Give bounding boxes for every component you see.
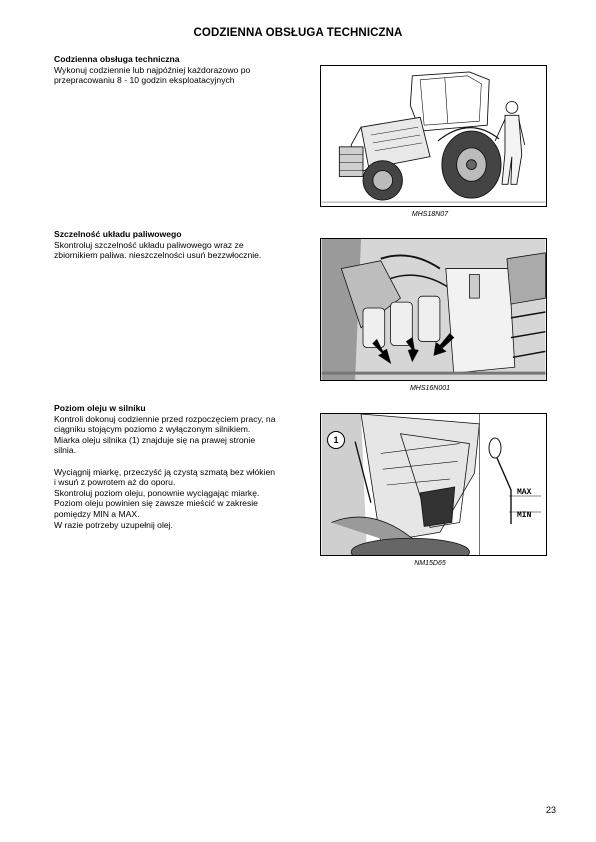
section-body: Skontroluj szczelność układu paliwowego wraz ze zbiornikiem paliwa. nieszczelności usuń bezzwłocznie.: [54, 239, 262, 261]
engine-oil-dipstick-illustration: [320, 413, 547, 556]
max-label: MAX: [517, 488, 532, 497]
section-engine-oil: [54, 403, 312, 530]
callout-marker: 1: [327, 431, 345, 449]
figure-caption: NM15D65: [414, 560, 446, 567]
section-heading: Poziom oleju w silniku: [54, 403, 146, 413]
page-title: CODZIENNA OBSŁUGA TECHNICZNA: [193, 27, 403, 39]
page-number: 23: [546, 805, 557, 815]
section-heading: Codzienna obsługa techniczna: [54, 54, 180, 64]
section-daily-maintenance: [54, 54, 312, 86]
figure-caption: MHS18N07: [411, 211, 449, 218]
fuel-system-arrows-illustration: [320, 238, 547, 381]
tractor-with-operator-illustration: [320, 65, 547, 207]
section-body-continued: Wyciągnij miarkę, przeczyść ją czystą szmatą bez włókien i wsuń z powrotem aż do oporu. Skontroluj poziom oleju, ponownie wyciągając miarkę. Poziom oleju powinien się zawsze mieścić w zakresie pomiędzy MIN a MAX. W razie potrzeby uzupełnij olej.: [54, 466, 276, 530]
figure-caption: MHS16N001: [409, 385, 451, 392]
section-fuel-system: [54, 229, 312, 261]
min-label: MIN: [517, 511, 532, 520]
section-body: Wykonuj codziennie lub najpóźniej każdorazowo po przepracowaniu 8 - 10 godzin eksploatacyjnych: [54, 64, 251, 86]
section-heading: Szczelność układu paliwowego: [54, 229, 182, 239]
section-body: Kontroli dokonuj codziennie przed rozpoczęciem pracy, na ciągniku stojącym poziomo z wyłączonym silnikiem. Miarka oleju silnika (1) znajduje się na prawej stronie silnia.: [54, 413, 276, 456]
